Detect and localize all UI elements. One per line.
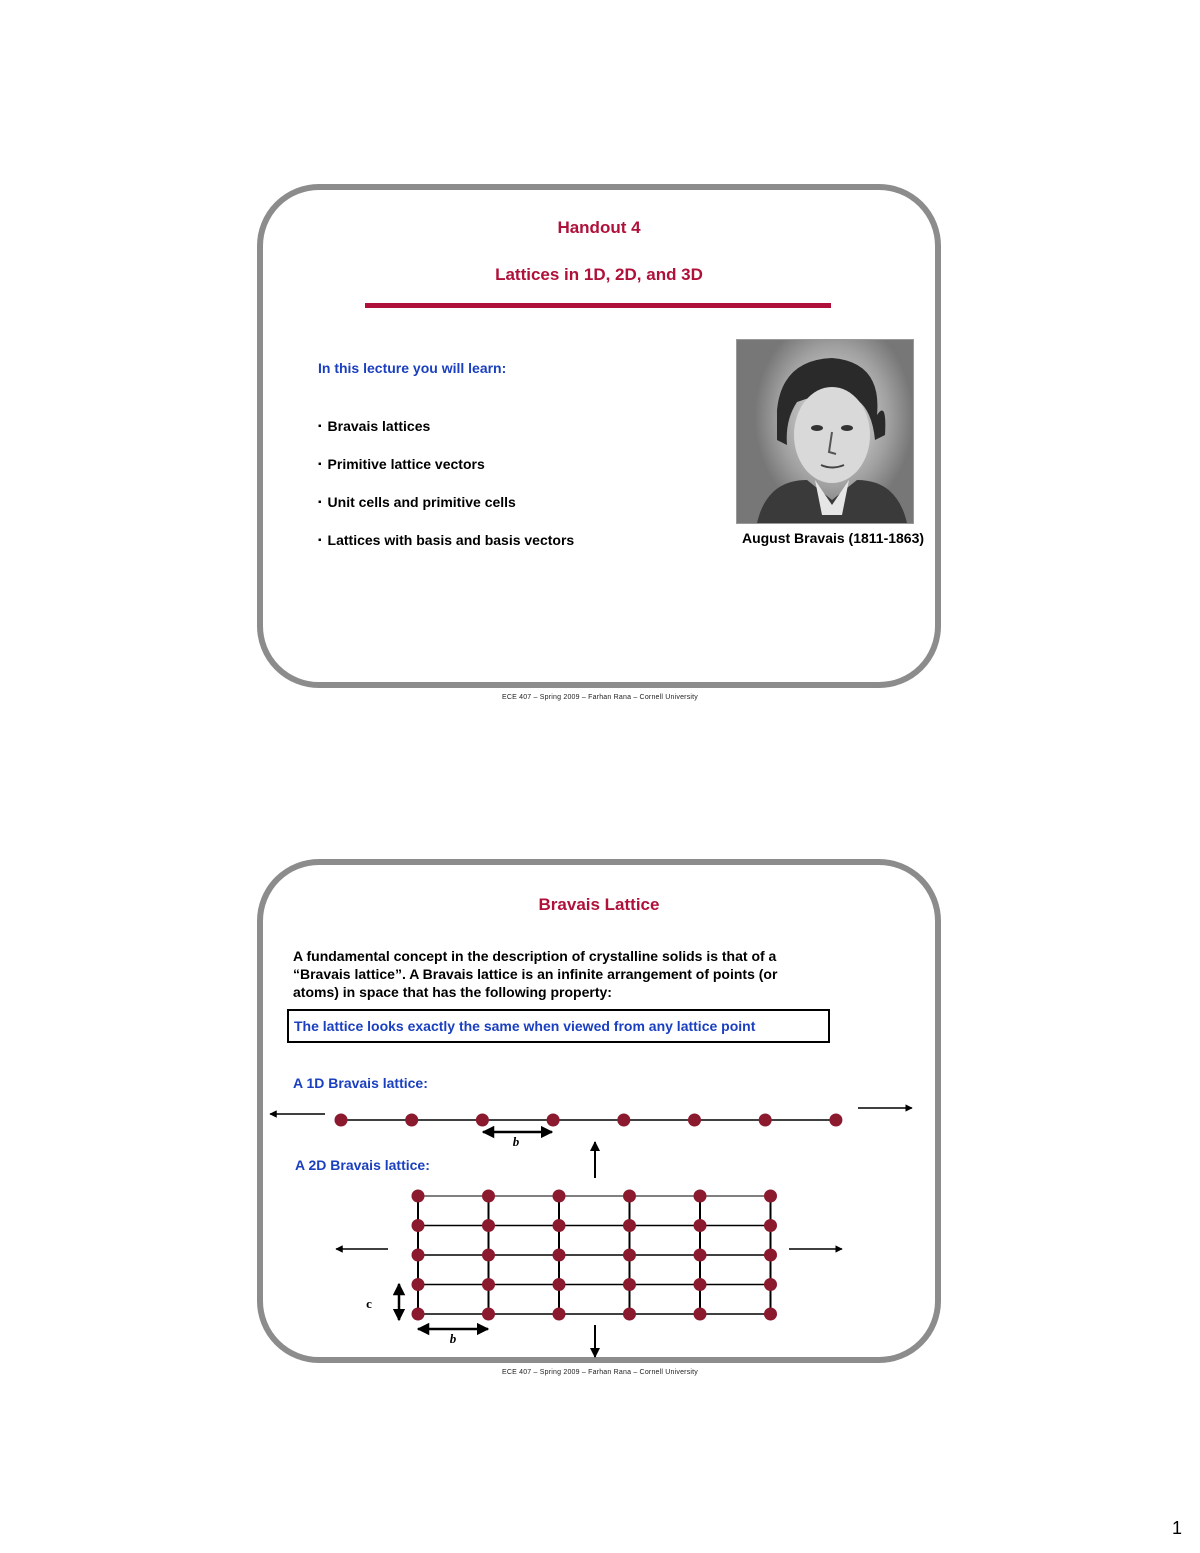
lattice-point [694,1249,707,1262]
page-number: 1 [1171,1518,1182,1538]
lattice-point [553,1219,566,1232]
lattice-point [623,1278,636,1291]
slide-1-footer: ECE 407 – Spring 2009 – Farhan Rana – Cornell University [501,694,699,701]
spacing-b-label: b [449,1331,457,1346]
lattice-point [553,1308,566,1321]
label-2d: A 2D Bravais lattice: [295,1157,430,1173]
paragraph-line: A fundamental concept in the description of crystalline solids is that of a [293,948,777,964]
portrait-caption: August Bravais (1811-1863) [741,530,925,546]
lattice-point [764,1219,777,1232]
lattice-point [553,1278,566,1291]
lattice-point [829,1114,842,1127]
slide-2-footer: ECE 407 – Spring 2009 – Farhan Rana – Cornell University [501,1369,699,1376]
lattice-point [482,1278,495,1291]
lattice-point [476,1114,489,1127]
lattice-point [764,1190,777,1203]
lattice-point [764,1249,777,1262]
paragraph-line: “Bravais lattice”. A Bravais lattice is an infinite arrangement of points (or [293,966,778,982]
lattice-point [412,1190,425,1203]
lattice-point [759,1114,772,1127]
spacing-c-label: c [366,1296,372,1311]
lattice-point [412,1249,425,1262]
lattice-point [547,1114,560,1127]
lattice-point [694,1308,707,1321]
lattice-point [412,1278,425,1291]
slide-2-title: Bravais Lattice [538,895,660,914]
handout-label: Handout 4 [557,218,641,237]
lattice-point [623,1219,636,1232]
lattice-point [482,1219,495,1232]
lattice-point [694,1219,707,1232]
lattice-point [688,1114,701,1127]
paragraph-line: atoms) in space that has the following property: [293,984,612,1000]
topic-item: ▪ Lattices with basis and basis vectors [318,531,574,569]
slide-1-title: Lattices in 1D, 2D, and 3D [495,265,703,284]
spacing-b-label: b [512,1134,520,1149]
lattice-point [482,1308,495,1321]
lattice-point [405,1114,418,1127]
lattice-2d [336,1142,842,1357]
topic-item: ▪ Bravais lattices [318,417,574,455]
lattice-point [617,1114,630,1127]
topic-item: ▪ Primitive lattice vectors [318,455,574,493]
lattice-point [412,1219,425,1232]
label-1d: A 1D Bravais lattice: [293,1075,428,1091]
lattice-point [694,1278,707,1291]
lattice-point [764,1278,777,1291]
lattice-point [482,1190,495,1203]
lattice-point [623,1190,636,1203]
lattice-point [553,1249,566,1262]
lattice-1d [270,1108,912,1149]
lattice-point [623,1249,636,1262]
lattice-point [764,1308,777,1321]
topic-item: ▪ Unit cells and primitive cells [318,493,574,531]
lattice-point [553,1190,566,1203]
lattice-point [335,1114,348,1127]
lattice-point [694,1190,707,1203]
lattice-point [482,1249,495,1262]
intro-text: In this lecture you will learn: [318,360,507,376]
lattice-point [412,1308,425,1321]
boxed-statement: The lattice looks exactly the same when viewed from any lattice point [287,1009,830,1043]
lattice-point [623,1308,636,1321]
